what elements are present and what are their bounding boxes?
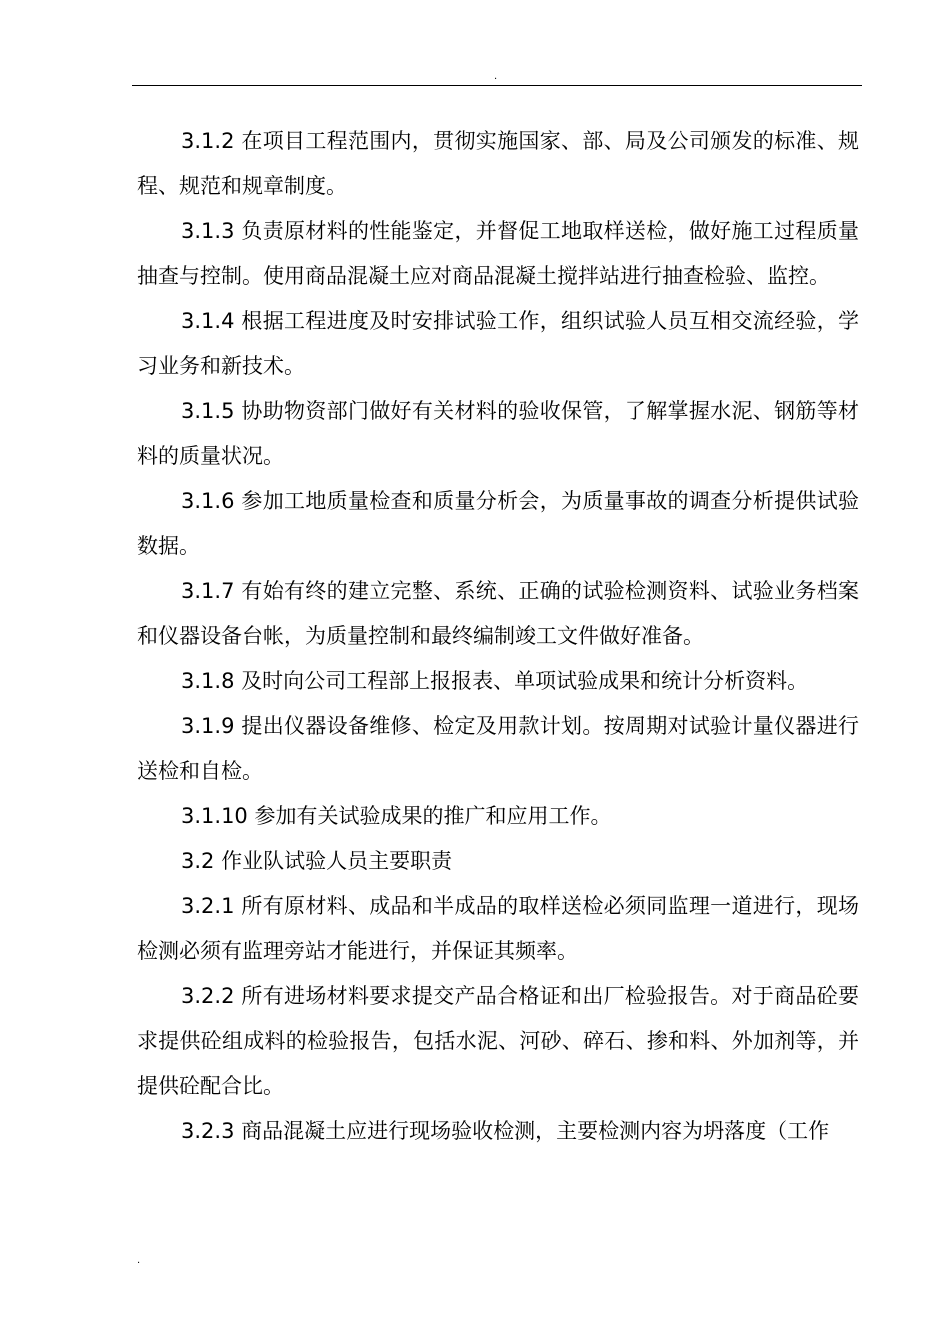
- paragraph-3-1-8: 3.1.8 及时向公司工程部上报报表、单项试验成果和统计分析资料。: [181, 669, 809, 693]
- header-mark: .: [494, 71, 498, 82]
- header-rule: [132, 85, 862, 86]
- document-body: [137, 119, 859, 1154]
- paragraph-3-1-9: 3.1.9 提出仪器设备维修、检定及用款计划。按周期对试验计量仪器进行送检和自检。: [137, 714, 859, 783]
- paragraph-3-1-10: 3.1.10 参加有关试验成果的推广和应用工作。: [181, 804, 612, 828]
- paragraph-3-1-4: 3.1.4 根据工程进度及时安排试验工作，组织试验人员互相交流经验，学习业务和新技术。: [137, 309, 859, 378]
- paragraph-3-2-2: 3.2.2 所有进场材料要求提交产品合格证和出厂检验报告。对于商品砼要求提供砼组成料的检验报告，包括水泥、河砂、碎石、掺和料、外加剂等，并提供砼配合比。: [137, 984, 859, 1098]
- paragraph-3-1-3: 3.1.3 负责原材料的性能鉴定，并督促工地取样送检，做好施工过程质量抽查与控制。使用商品混凝土应对商品混凝土搅拌站进行抽查检验、监控。: [137, 219, 859, 288]
- paragraph-3-1-2: 3.1.2 在项目工程范围内，贯彻实施国家、部、局及公司颁发的标准、规程、规范和规章制度。: [137, 129, 859, 198]
- paragraph-3-1-7: 3.1.7 有始有终的建立完整、系统、正确的试验检测资料、试验业务档案和仪器设备台帐，为质量控制和最终编制竣工文件做好准备。: [137, 579, 859, 648]
- paragraph-3-2-3: 3.2.3 商品混凝土应进行现场验收检测，主要检测内容为坍落度（工作: [181, 1119, 830, 1143]
- paragraph-3-2-1: 3.2.1 所有原材料、成品和半成品的取样送检必须同监理一道进行，现场检测必须有监理旁站才能进行，并保证其频率。: [137, 894, 859, 963]
- paragraph-3-1-6: 3.1.6 参加工地质量检查和质量分析会，为质量事故的调查分析提供试验数据。: [137, 489, 859, 558]
- footer-mark: .: [137, 1255, 141, 1266]
- paragraph-3-1-5: 3.1.5 协助物资部门做好有关材料的验收保管，了解掌握水泥、钢筋等材料的质量状况。: [137, 399, 859, 468]
- section-heading-3-2: 3.2 作业队试验人员主要职责: [181, 849, 453, 873]
